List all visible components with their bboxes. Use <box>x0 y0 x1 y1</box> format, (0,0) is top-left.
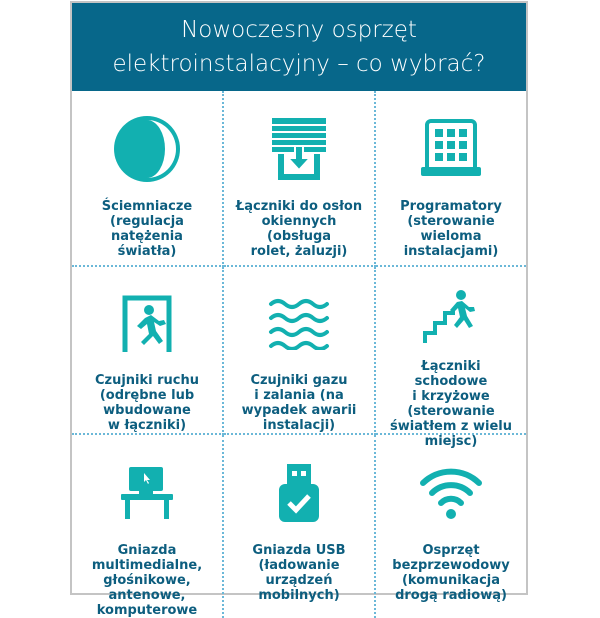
item-motion-sensor <box>72 267 224 435</box>
label-line: wieloma <box>420 229 482 244</box>
motion-sensor-icon <box>119 289 175 359</box>
wifi-icon <box>419 457 483 529</box>
label-line: okiennych (obsługa <box>261 214 337 244</box>
usb-icon <box>277 457 321 529</box>
item-stair-switch <box>376 267 526 449</box>
label-line: wbudowane <box>103 403 191 418</box>
label-line: Programatory <box>400 199 502 214</box>
item-dimmer <box>72 91 224 267</box>
label-line: (sterowanie <box>407 214 495 229</box>
label-line: instalacji) <box>262 418 336 433</box>
item-programmer <box>376 91 526 267</box>
item-label <box>224 199 374 259</box>
label-line: (ładowanie <box>258 558 340 573</box>
infographic <box>70 1 528 618</box>
header <box>72 3 526 91</box>
label-line: Czujniki ruchu <box>94 373 200 388</box>
label-line: bezprzewodowy <box>392 558 510 573</box>
label-line: Osprzęt <box>422 543 480 558</box>
label-line: głośnikowe, <box>103 573 191 588</box>
dimmer-icon <box>112 113 182 185</box>
label-line: natężenia światła) <box>111 229 183 259</box>
label-line: i zalania (na <box>254 388 344 403</box>
items-grid <box>72 91 526 618</box>
label-line: Gniazda <box>117 543 177 558</box>
item-label <box>72 199 222 259</box>
item-label <box>87 373 207 433</box>
programmer-icon <box>419 113 483 185</box>
title-line-1: Nowoczesny osprzęt <box>181 17 417 43</box>
label-line: i krzyżowe <box>412 389 490 404</box>
label-line: multimedialne, <box>91 558 203 573</box>
label-line: miejsc) <box>424 434 478 449</box>
label-line: w łączniki) <box>107 418 187 433</box>
item-wireless <box>376 435 526 618</box>
label-line: światłem z wielu <box>390 419 512 434</box>
item-label <box>234 373 365 433</box>
label-line: Czujniki gazu <box>250 373 348 388</box>
item-blinds <box>224 91 376 267</box>
item-usb-sockets <box>224 435 376 618</box>
label-line: antenowe, <box>108 588 186 603</box>
title-line-2: elektroinstalacyjny – co wybrać? <box>112 51 486 77</box>
label-line: (odrębne lub <box>99 388 195 403</box>
item-label <box>84 543 210 618</box>
label-line: (komunikacja <box>401 573 501 588</box>
label-line: instalacjami) <box>403 244 499 259</box>
water-gas-icon <box>267 289 331 359</box>
label-line: Ściemniacze <box>101 199 193 214</box>
label-line: mobilnych) <box>258 588 340 603</box>
blinds-icon <box>268 113 330 185</box>
label-line: rolet, żaluzji) <box>250 244 348 259</box>
label-line: urządzeń <box>265 573 333 588</box>
label-line: Łączniki do osłon <box>235 199 363 214</box>
label-line: Łączniki schodowe <box>414 359 488 389</box>
computer-desk-icon <box>119 457 175 529</box>
label-line: wypadek awarii <box>241 403 357 418</box>
label-line: drogą radiową) <box>395 588 507 603</box>
label-line: (sterowanie <box>407 404 495 419</box>
item-gas-water-sensor <box>224 267 376 435</box>
label-line: (regulacja <box>110 214 184 229</box>
item-label <box>384 543 517 603</box>
item-multimedia-sockets <box>72 435 224 618</box>
stairs-icon <box>423 289 479 345</box>
item-label <box>244 543 353 603</box>
label-line: Gniazda USB <box>252 543 346 558</box>
item-label <box>392 199 510 259</box>
label-line: komputerowe <box>96 603 198 618</box>
